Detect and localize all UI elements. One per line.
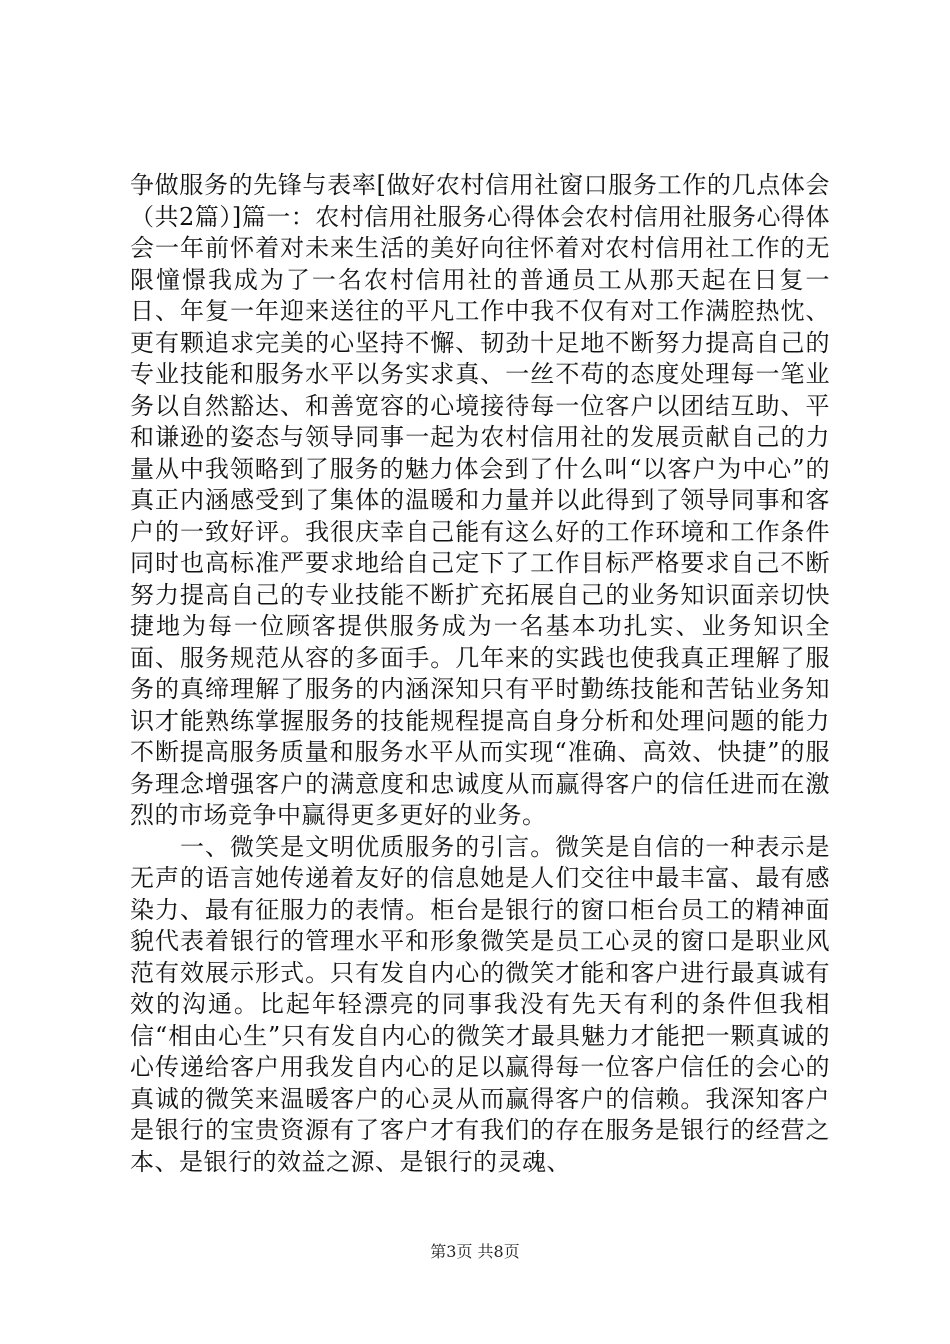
paragraph-intro: 争做服务的先锋与表率[做好农村信用社窗口服务工作的几点体会（共2篇）]篇一：农村信用社服务心得体会农村信用社服务心得体会一年前怀着对未来生活的美好向往怀着对农村信用社工作的无限憧憬我成为了一名农村信用社的普通员工从那天起在日复一日、年复一年迎来送往的平凡工作中我不仅有对工作满腔热忱、更有颗追求完美的心坚持不懈、韧劲十足地不断努力提高自己的专业技能和服务水平以务实求真、一丝不苟的态度处理每一笔业务以自然豁达、和善宽容的心境接待每一位客户以团结互助、平和谦逊的姿态与领导同事一起为农村信用社的发展贡献自己的力量从中我领略到了服务的魅力体会到了什么叫“以客户为中心”的真正内涵感受到了集体的温暖和力量并以此得到了领导同事和客户的一致好评。我很庆幸自己能有这么好的工作环境和工作条件同时也高标准严要求地给自己定下了工作目标严格要求自己不断努力提高自己的专业技能不断扩充拓展自己的业务知识面亲切快捷地为每一位顾客提供服务成为一名基本功扎实、业务知识全面、服务规范从容的多面手。几年来的实践也使我真正理解了服务的真缔理解了服务的内涵深知只有平时勤练技能和苦钻业务知识才能熟练掌握服务的技能规程提高自身分析和处理问题的能力不断提高服务质量和服务水平从而实现“准确、高效、快捷”的服务理念增强客户的满意度和忠诚度从而赢得客户的信任进而在激烈的市场竞争中赢得更多更好的业务。 (130, 171, 830, 829)
page-number-label: 第3页 共8页 (430, 1242, 520, 1261)
paragraph-section-one: 一、微笑是文明优质服务的引言。微笑是自信的一种表示是无声的语言她传递着友好的信息她是人们交往中最丰富、最有感染力、最有征服力的表情。柜台是银行的窗口柜台员工的精神面貌代表着银行的管理水平和形象微笑是员工心灵的窗口是职业风范有效展示形式。只有发自内心的微笑才能和客户进行最真诚有效的沟通。比起年轻漂亮的同事我没有先天有利的条件但我相信“相由心生”只有发自内心的微笑才最具魅力才能把一颗真诚的心传递给客户用我发自内心的足以赢得每一位客户信任的会心的真诚的微笑来温暖客户的心灵从而赢得客户的信赖。我深知客户是银行的宝贵资源有了客户才有我们的存在服务是银行的经营之本、是银行的效益之源、是银行的灵魂、 (130, 832, 830, 1176)
document-body (130, 170, 830, 1178)
page-footer (0, 1242, 950, 1262)
